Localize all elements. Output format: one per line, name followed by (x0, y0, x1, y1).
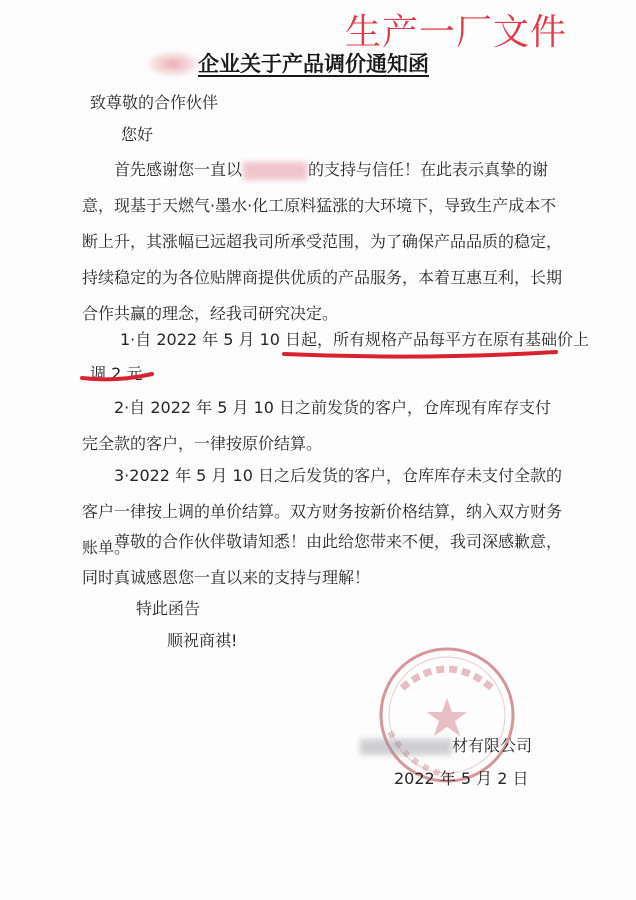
document-title: 企业关于产品调价通知函 (198, 52, 429, 76)
item-3-paragraph: 3·2022 年 5 月 10 日之后发货的客户，仓库库存未支付全款的客户一律按上调的单价结算。双方财务按新价格结算，纳入双方财务账单。 (82, 466, 563, 557)
redacted-company-name (148, 52, 198, 76)
company-suffix: 材有限公司 (452, 736, 533, 755)
item-2-paragraph: 2·自 2022 年 5 月 10 日之前发货的客户，仓库现有库存支付完全款的客户，一律按原价结算。 (82, 398, 552, 453)
redacted-phrase (243, 162, 307, 180)
red-underline-mark (280, 346, 560, 362)
greeting: 致尊敬的合作伙伴 (90, 93, 219, 112)
item-1-highlight: 所有规格产品每平方在原有基础价上 (333, 330, 590, 349)
salutation: 您好 (121, 125, 154, 144)
item-1-date: 1·自 2022 年 5 月 10 日起， (120, 330, 334, 349)
red-underline-mark-2 (78, 366, 158, 384)
intro-paragraph (82, 152, 564, 332)
item-1-continued: 调 2 元 (90, 364, 143, 383)
company-signature (360, 733, 532, 756)
intro-part-1: 首先感谢您一直以 (114, 160, 243, 179)
wish-line: 顺祝商祺! (167, 631, 238, 650)
signature-date: 2022 年 5 月 2 日 (394, 769, 529, 788)
closing-paragraph: 尊敬的合作伙伴敬请知悉！由此给您带来不便，我司深感歉意，同时真诚感恩您一直以来的支持与理解！ (82, 532, 563, 587)
intro-part-2: 的支持与信任！在此表示真挚的谢意，现基于天燃气·墨水·化工原料猛涨的大环境下，导致生产成本不断上升，其涨幅已远超我司所承受范围，为了确保产品品质的稳定，持续稳定的为各位贴牌商提供优质的产品服务，本着互惠互利，长期合作共赢的理念，经我司研究决定。 (82, 160, 563, 323)
redacted-company (360, 739, 452, 755)
title-row (148, 48, 508, 78)
notice-line: 特此函告 (136, 599, 201, 618)
watermark-label: 生产一厂文件 (345, 12, 568, 53)
